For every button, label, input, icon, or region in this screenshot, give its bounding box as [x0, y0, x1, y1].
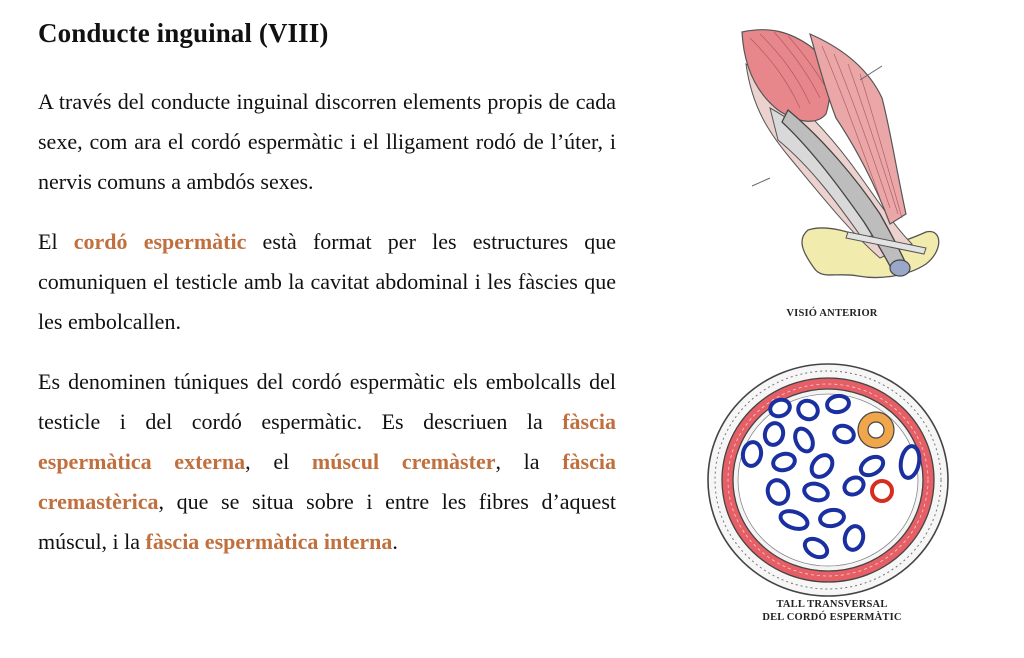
cross-section-caption-line-1: TALL TRANSVERSAL [776, 599, 888, 610]
page-title: Conducte inguinal (VIII) [38, 18, 329, 48]
cross-section-caption-line-2: DEL CORDÓ ESPERMÀTIC [762, 612, 902, 623]
text-run: Es denominen túniques del cordó espermàtic els embolcalls del testicle i del cordó espermàtic. Es descriuen la [38, 369, 616, 434]
term-muscul-cremaster: múscul cremàster [311, 449, 496, 474]
cross-section-caption [742, 598, 922, 624]
term-cordo-espermatic: cordó espermàtic [73, 229, 247, 254]
cross-section-illustration [704, 362, 950, 602]
paragraph-1: A través del conducte inguinal discorren elements propis de cada sexe, com ara el cordó espermàtic i el lligament rodó de l’úter, i nervis comuns a ambdós sexes. [38, 89, 616, 194]
spermatic-cord-end [890, 260, 910, 276]
term-fascia-espermatica-externa: fàscia espermàtica externa [38, 409, 616, 474]
body-text [38, 82, 616, 582]
term-fascia-cremasterica: fàscia cremastèrica [38, 449, 616, 514]
testicular-artery [872, 481, 892, 501]
anterior-view-caption: VISIÓ ANTERIOR [786, 308, 878, 319]
term-fascia-espermatica-interna: fàscia espermàtica interna [145, 529, 393, 554]
text-run: . [392, 529, 398, 554]
text-run: , la [495, 449, 563, 474]
text-run: està format per les estructures que comuniquen el testicle amb la cavitat abdominal i les fàscies que les embolcallen. [38, 229, 616, 334]
text-run: , el [245, 449, 312, 474]
paragraph-3 [38, 362, 616, 562]
paragraph-2 [38, 222, 616, 342]
text-run: , que se situa sobre i entre les fibres d’aquest múscul, i la [38, 489, 616, 554]
anterior-view-illustration [730, 18, 950, 290]
text-run: El [38, 229, 74, 254]
